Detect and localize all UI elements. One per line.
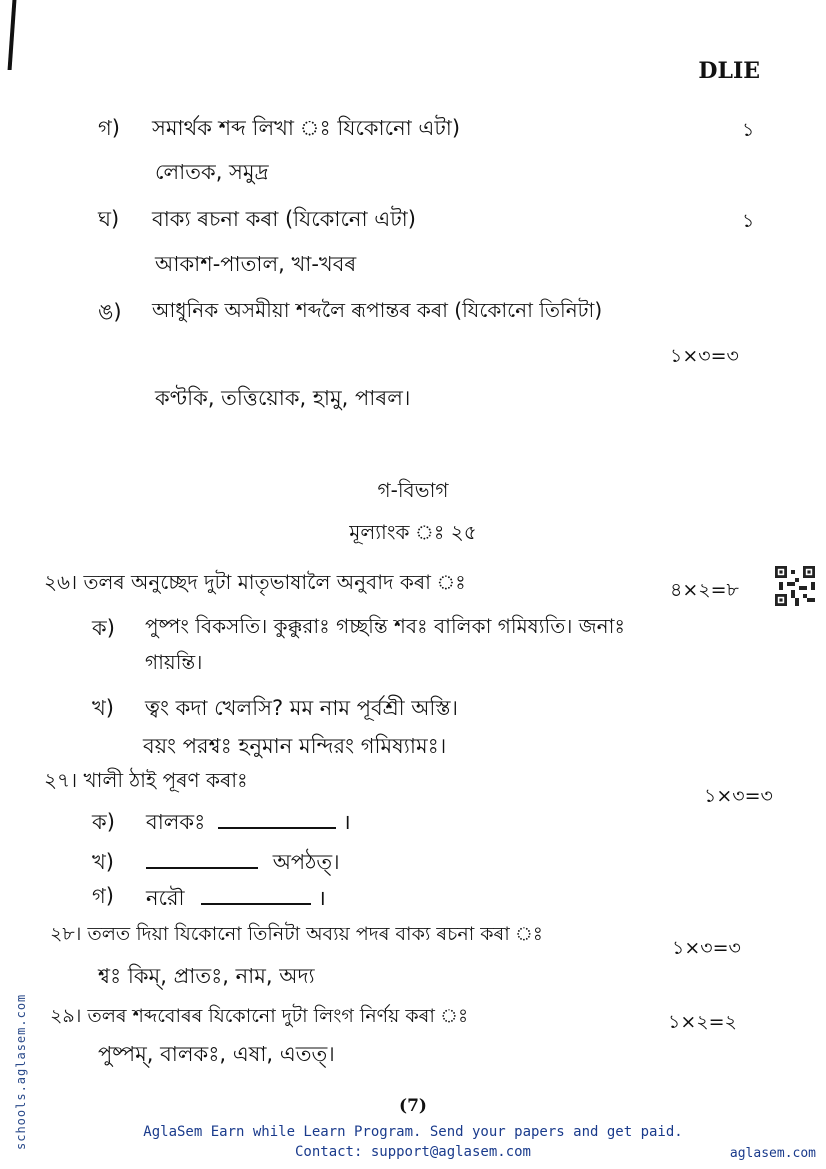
q27-c-number: গ) — [92, 884, 114, 908]
q29-mark: ১×২=২ — [668, 1011, 737, 1033]
q26-b-line1: ত্বং কদা খেলসি? মম নাম পূৰ্বশ্ৰী অস্তি। — [145, 696, 459, 720]
side-watermark: schools.aglasem.com — [14, 993, 28, 1150]
q28-words: শ্বঃ কিম্, প্ৰাতঃ, নাম, অদ্য — [98, 964, 315, 988]
section-c-total: মূল্যাংক ঃ ২৫ — [349, 520, 477, 544]
q26-a-line1: পুষ্পং বিকসতি। কুক্কুরাঃ গচ্ছন্তি শবঃ বালিকা গমিষ্যতি। জনাঃ — [145, 614, 626, 638]
footer-site-link[interactable]: aglasem.com — [729, 1146, 816, 1161]
q27-b-blank[interactable] — [146, 867, 258, 869]
footer-line2[interactable]: Contact: support@aglasem.com — [294, 1144, 531, 1160]
q26-b-number: খ) — [92, 696, 114, 720]
paper-code: DLIE — [698, 58, 760, 84]
q27-c-row — [146, 882, 326, 917]
scan-edge-mark — [8, 0, 17, 70]
q-nga-words: কণ্টকি, তত্তিয়োক, হামু, পাৰল। — [155, 386, 411, 410]
q27-c-word: নরৌ — [146, 886, 185, 910]
q27-text: ২৭। খালী ঠাই পূৰণ কৰাঃ — [44, 768, 248, 792]
q-gha-mark: ১ — [742, 210, 755, 232]
section-c-title: গ-বিভাগ — [377, 478, 449, 502]
q26-a-number: ক) — [92, 616, 115, 640]
q-gha-words: আকাশ-পাতাল, খা-খবৰ — [155, 252, 357, 276]
q-gha-number: ঘ) — [98, 207, 120, 231]
q27-a-blank[interactable] — [218, 827, 336, 829]
q26-a-line2: গায়ন্তি। — [145, 650, 203, 674]
q-nga-mark: ১×৩=৩ — [670, 345, 739, 367]
q-gha-text: বাক্য ৰচনা কৰা (যিকোনো এটা) — [152, 207, 416, 231]
q-nga-number: ঙ) — [98, 300, 122, 324]
qr-code-icon — [775, 566, 815, 606]
q26-text: ২৬। তলৰ অনুচ্ছেদ দুটা মাতৃভাষালৈ অনুবাদ কৰা ঃ — [44, 570, 466, 594]
q29-words: পুষ্পম্, বালকঃ, এষা, এতত্। — [98, 1042, 335, 1066]
q28-mark: ১×৩=৩ — [672, 937, 741, 959]
q-ga-mark: ১ — [742, 119, 755, 141]
q27-a-row — [146, 806, 351, 841]
q-nga-text: আধুনিক অসমীয়া শব্দলৈ ৰূপান্তৰ কৰা (যিকোনো তিনিটা) — [152, 298, 603, 322]
q27-c-danda: । — [317, 886, 326, 910]
q-ga-text: সমাৰ্থক শব্দ লিখা ঃ যিকোনো এটা) — [152, 116, 461, 140]
footer-line1: AglaSem Earn while Learn Program. Send your papers and get paid. — [143, 1124, 683, 1140]
q27-b-word: অপঠত্। — [272, 850, 340, 874]
q27-mark: ১×৩=৩ — [704, 785, 773, 807]
q-ga-number: গ) — [98, 116, 120, 140]
q-ga-words: লোতক, সমুদ্ৰ — [155, 160, 269, 184]
page-number: (7) — [399, 1096, 427, 1116]
q27-a-number: ক) — [92, 810, 115, 834]
q27-b-number: খ) — [92, 850, 114, 874]
q26-b-line2: বয়ং পরশ্বঃ হনুমান মন্দিরং গমিষ্যামঃ। — [143, 734, 447, 758]
q27-a-danda: । — [342, 810, 351, 834]
q28-text: ২৮। তলত দিয়া যিকোনো তিনিটা অব্যয় পদৰ বাক্য ৰচনা কৰা ঃ — [50, 923, 543, 945]
q27-b-row — [146, 846, 340, 881]
q26-mark: ৪×২=৮ — [670, 579, 739, 601]
q27-a-word: বালকঃ — [146, 810, 206, 834]
q27-c-blank[interactable] — [201, 903, 311, 905]
q29-text: ২৯। তলৰ শব্দবোৰৰ যিকোনো দুটা লিংগ নিৰ্ণয় কৰা ঃ — [50, 1005, 469, 1027]
